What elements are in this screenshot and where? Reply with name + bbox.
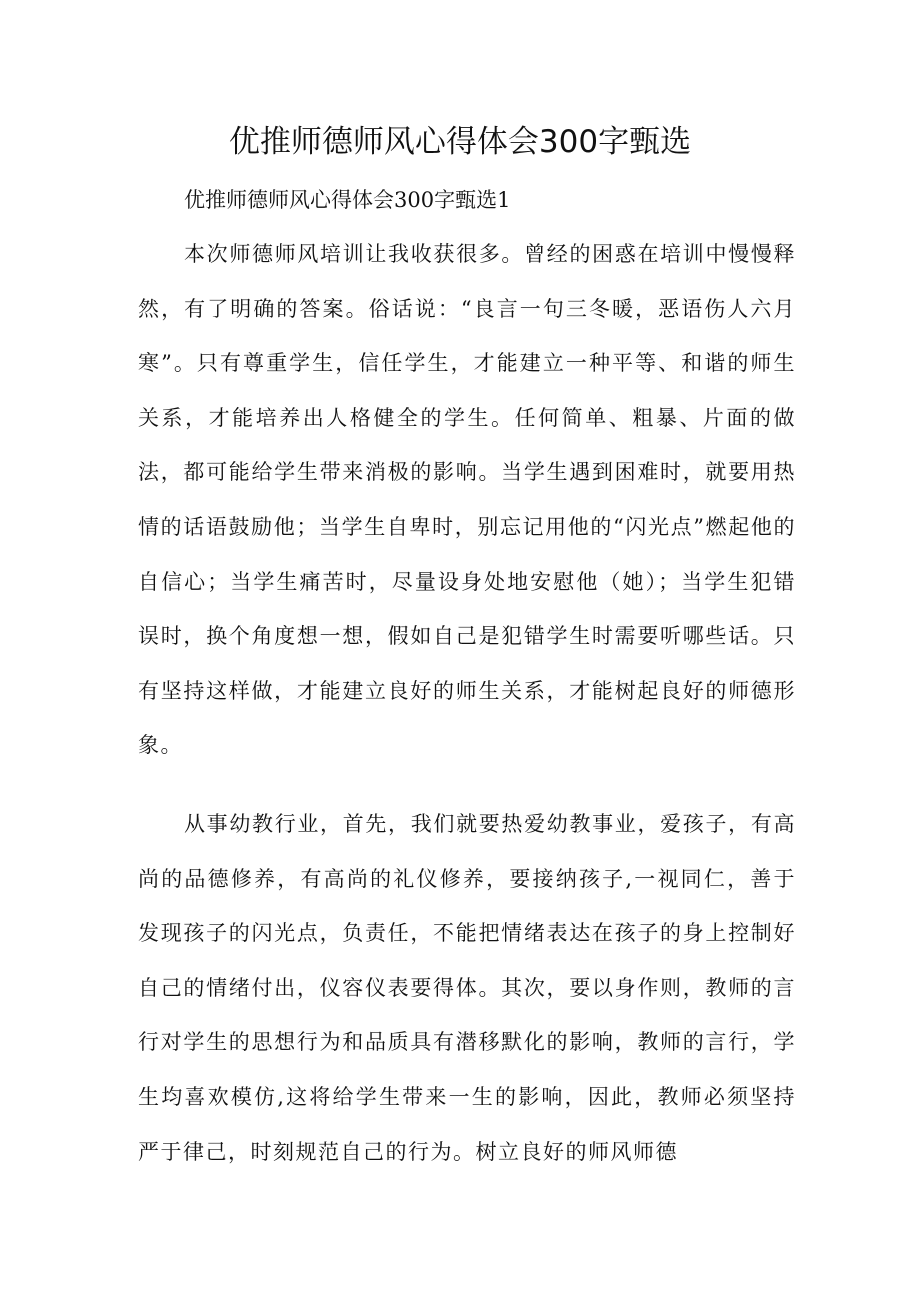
body-paragraph-2: 从事幼教行业，首先，我们就要热爱幼教事业，爱孩子，有高尚的品德修养，有高尚的礼仪修养，要接纳孩子,一视同仁，善于发现孩子的闪光点，负责任，不能把情绪表达在孩子的身上控制好自己的情绪付出，仪容仪表要得体。其次，要以身作则，教师的言行对学生的思想行为和品质具有潜移默化的影响，教师的言行，学生均喜欢模仿,这将给学生带来一生的影响，因此，教师必须坚持严于律己，时刻规范自己的行为。树立良好的师风师德 xyxy=(138,812,796,1164)
section-subtitle: 优推师德师风心得体会300字甄选1 xyxy=(184,188,511,212)
document-title: 优推师德师风心得体会300字甄选 xyxy=(228,124,692,160)
body-paragraph-1: 本次师德师风培训让我收获很多。曾经的困惑在培训中慢慢释然，有了明确的答案。俗话说：“良言一句三冬暖，恶语伤人六月寒”。只有尊重学生，信任学生，才能建立一种平等、和谐的师生关系，才能培养出人格健全的学生。任何简单、粗暴、片面的做法，都可能给学生带来消极的影响。当学生遇到困难时，就要用热情的话语鼓励他；当学生自卑时，别忘记用他的“闪光点”燃起他的自信心；当学生痛苦时，尽量设身处地安慰他（她）；当学生犯错误时，换个角度想一想，假如自己是犯错学生时需要听哪些话。只有坚持这样做，才能建立良好的师生关系，才能树起良好的师德形象。 xyxy=(138,242,796,758)
